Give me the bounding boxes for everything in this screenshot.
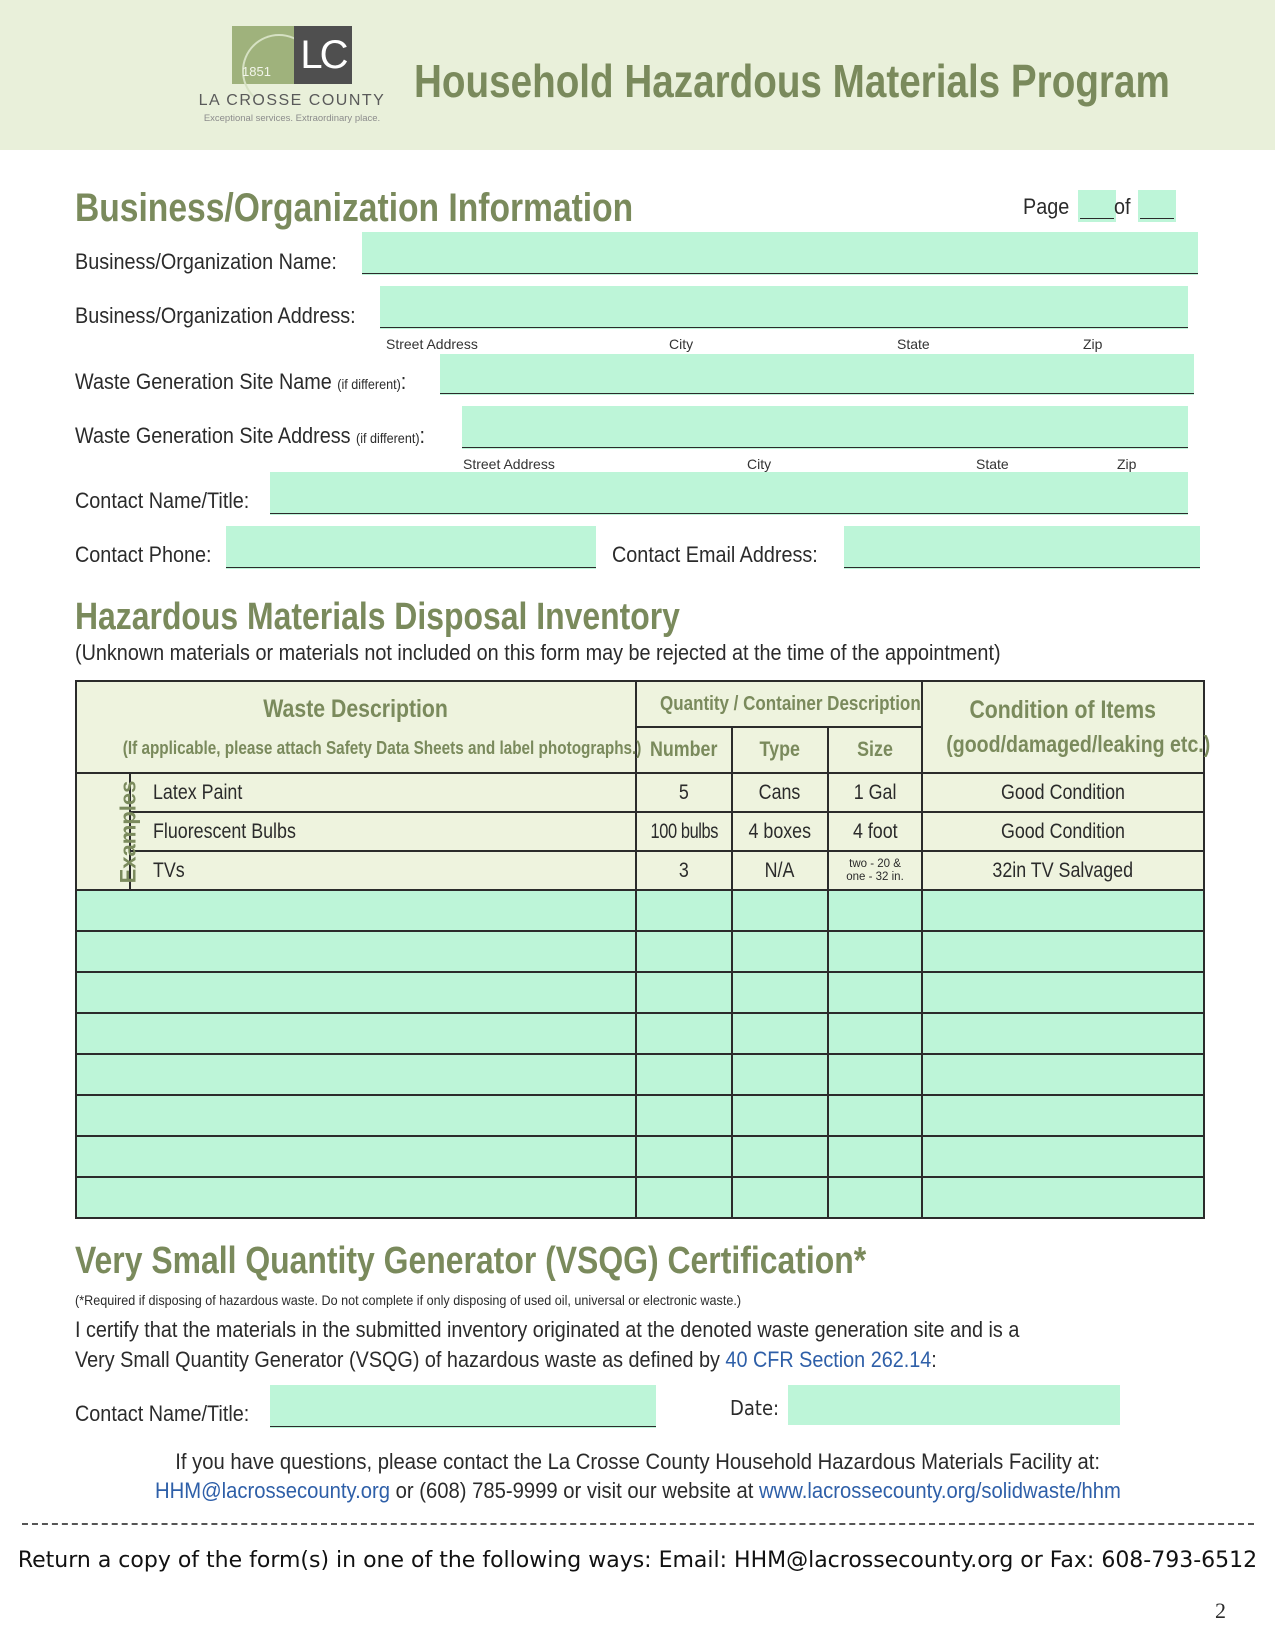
examples-side-label: Examples <box>76 773 130 890</box>
contact-name-label: Contact Name/Title: <box>75 488 250 513</box>
site-name-field[interactable] <box>440 354 1194 395</box>
vsqg-section-title: Very Small Quantity Generator (VSQG) Certification* <box>75 1240 867 1282</box>
inventory-entry-row <box>76 1095 1204 1136</box>
business-name-label: Business/Organization Name: <box>75 249 337 274</box>
inventory-entry-row <box>76 931 1204 972</box>
condition-input[interactable] <box>922 1013 1204 1054</box>
address-city-caption: City <box>669 336 694 352</box>
address-state-caption: State <box>897 336 930 352</box>
vsqg-contact-field[interactable] <box>270 1385 656 1428</box>
condition-input[interactable] <box>922 890 1204 931</box>
site-city-caption: City <box>747 456 772 472</box>
contact-email-label: Contact Email Address: <box>612 542 818 567</box>
page-label: Page <box>1023 194 1070 219</box>
county-logo <box>232 26 352 84</box>
type-input[interactable] <box>732 1095 828 1136</box>
cut-line-divider <box>22 1523 1254 1525</box>
example-row: TVs 3 N/A two - 20 & one - 32 in. 32in TV Salvaged <box>76 851 1204 890</box>
logo-year: 1851 <box>242 64 271 79</box>
type-input[interactable] <box>732 1054 828 1095</box>
number-input[interactable] <box>636 1013 732 1054</box>
number-input[interactable] <box>636 972 732 1013</box>
size-input[interactable] <box>828 972 922 1013</box>
contact-info-line: HHM@lacrossecounty.org or (608) 785-9999 or visit our website at www.lacrossecounty.org/solidwaste/hhm <box>154 1478 1121 1503</box>
type-input[interactable] <box>732 890 828 931</box>
number-input[interactable] <box>636 1177 732 1218</box>
col-qty-header: Quantity / Container Description <box>636 681 922 727</box>
business-address-field[interactable] <box>380 286 1188 329</box>
inventory-table <box>75 680 1211 1219</box>
logo-name: LA CROSSE COUNTY <box>198 92 386 109</box>
type-input[interactable] <box>732 931 828 972</box>
site-zip-caption: Zip <box>1117 456 1137 472</box>
number-input[interactable] <box>636 1095 732 1136</box>
inventory-note: (Unknown materials or materials not included on this form may be rejected at the time of the appointment) <box>75 640 1001 665</box>
condition-input[interactable] <box>922 1177 1204 1218</box>
site-address-label: Waste Generation Site Address (if different): <box>75 423 426 448</box>
example-row: Fluorescent Bulbs 100 bulbs 4 boxes 4 foot Good Condition <box>76 812 1204 851</box>
number-input[interactable] <box>636 1136 732 1177</box>
inventory-entry-row <box>76 1177 1204 1218</box>
col-type-header: Type <box>732 727 828 773</box>
inventory-entry-row <box>76 1054 1204 1095</box>
inventory-entry-row <box>76 890 1204 931</box>
inventory-entry-row <box>76 1136 1204 1177</box>
condition-input[interactable] <box>922 1095 1204 1136</box>
size-input[interactable] <box>828 890 922 931</box>
website-link[interactable]: www.lacrossecounty.org/solidwaste/hhm <box>758 1478 1121 1503</box>
site-address-field[interactable] <box>462 406 1188 449</box>
contact-email-field[interactable] <box>844 526 1200 569</box>
size-input[interactable] <box>828 1136 922 1177</box>
site-street-caption: Street Address <box>463 456 555 472</box>
waste-description-input[interactable] <box>76 1054 636 1095</box>
size-input[interactable] <box>828 1013 922 1054</box>
questions-text: If you have questions, please contact the La Crosse County Household Hazardous Materials Facility at: <box>175 1449 1100 1474</box>
logo-tagline: Exceptional services. Extraordinary place. <box>203 113 381 124</box>
size-input[interactable] <box>828 931 922 972</box>
type-input[interactable] <box>732 972 828 1013</box>
vsqg-required-note: (*Required if disposing of hazardous waste. Do not complete if only disposing of used oil, universal or electronic waste.) <box>75 1292 742 1308</box>
waste-description-input[interactable] <box>76 931 636 972</box>
business-address-label: Business/Organization Address: <box>75 303 356 328</box>
contact-name-field[interactable] <box>270 472 1188 515</box>
condition-input[interactable] <box>922 1054 1204 1095</box>
size-input[interactable] <box>828 1054 922 1095</box>
type-input[interactable] <box>732 1177 828 1218</box>
business-section-title: Business/Organization Information <box>75 186 634 230</box>
certification-line-2: Very Small Quantity Generator (VSQG) of hazardous waste as defined by 40 CFR Section 262.14: <box>75 1347 937 1372</box>
col-condition-header: Condition of Items (good/damaged/leaking etc.) <box>922 681 1204 773</box>
number-input[interactable] <box>636 931 732 972</box>
address-street-caption: Street Address <box>386 336 478 352</box>
condition-input[interactable] <box>922 972 1204 1013</box>
return-instructions: Return a copy of the form(s) in one of the following ways: Email: HHM@lacrossecounty.org or Fax: 608-793-6512 <box>17 1548 1258 1573</box>
site-name-label: Waste Generation Site Name (if different): <box>75 369 407 394</box>
email-link[interactable]: HHM@lacrossecounty.org <box>154 1478 390 1503</box>
contact-phone-label: Contact Phone: <box>75 542 212 567</box>
waste-description-input[interactable] <box>76 890 636 931</box>
number-input[interactable] <box>636 890 732 931</box>
condition-input[interactable] <box>922 931 1204 972</box>
col-waste-header: Waste Description (If applicable, please attach Safety Data Sheets and label photographs.) <box>76 681 636 773</box>
logo-letters: LC <box>294 26 352 84</box>
size-input[interactable] <box>828 1177 922 1218</box>
col-size-header: Size <box>828 727 922 773</box>
inventory-entry-row <box>76 1013 1204 1054</box>
example-row: Examples Latex Paint 5 Cans 1 Gal Good Condition <box>76 773 1204 812</box>
date-field[interactable] <box>788 1385 1120 1425</box>
condition-input[interactable] <box>922 1136 1204 1177</box>
waste-description-input[interactable] <box>76 1177 636 1218</box>
inventory-entry-row <box>76 972 1204 1013</box>
vsqg-contact-label: Contact Name/Title: <box>75 1401 250 1426</box>
site-state-caption: State <box>976 456 1009 472</box>
certification-line-1: I certify that the materials in the submitted inventory originated at the denoted waste generation site and is a <box>75 1317 1020 1342</box>
business-name-field[interactable] <box>362 232 1198 275</box>
waste-description-input[interactable] <box>76 1013 636 1054</box>
number-input[interactable] <box>636 1054 732 1095</box>
date-label: Date: <box>730 1396 780 1420</box>
of-label: of <box>1114 194 1131 219</box>
waste-description-input[interactable] <box>76 1095 636 1136</box>
col-number-header: Number <box>636 727 732 773</box>
size-input[interactable] <box>828 1095 922 1136</box>
type-input[interactable] <box>732 1013 828 1054</box>
inventory-section-title: Hazardous Materials Disposal Inventory <box>75 596 680 638</box>
page-number: 2 <box>1215 1598 1226 1623</box>
contact-phone-field[interactable] <box>226 526 596 569</box>
waste-description-input[interactable] <box>76 1136 636 1177</box>
type-input[interactable] <box>732 1136 828 1177</box>
waste-description-input[interactable] <box>76 972 636 1013</box>
cfr-link[interactable]: 40 CFR Section 262.14 <box>725 1347 932 1372</box>
page-title: Household Hazardous Materials Program <box>414 55 1170 107</box>
address-zip-caption: Zip <box>1083 336 1103 352</box>
